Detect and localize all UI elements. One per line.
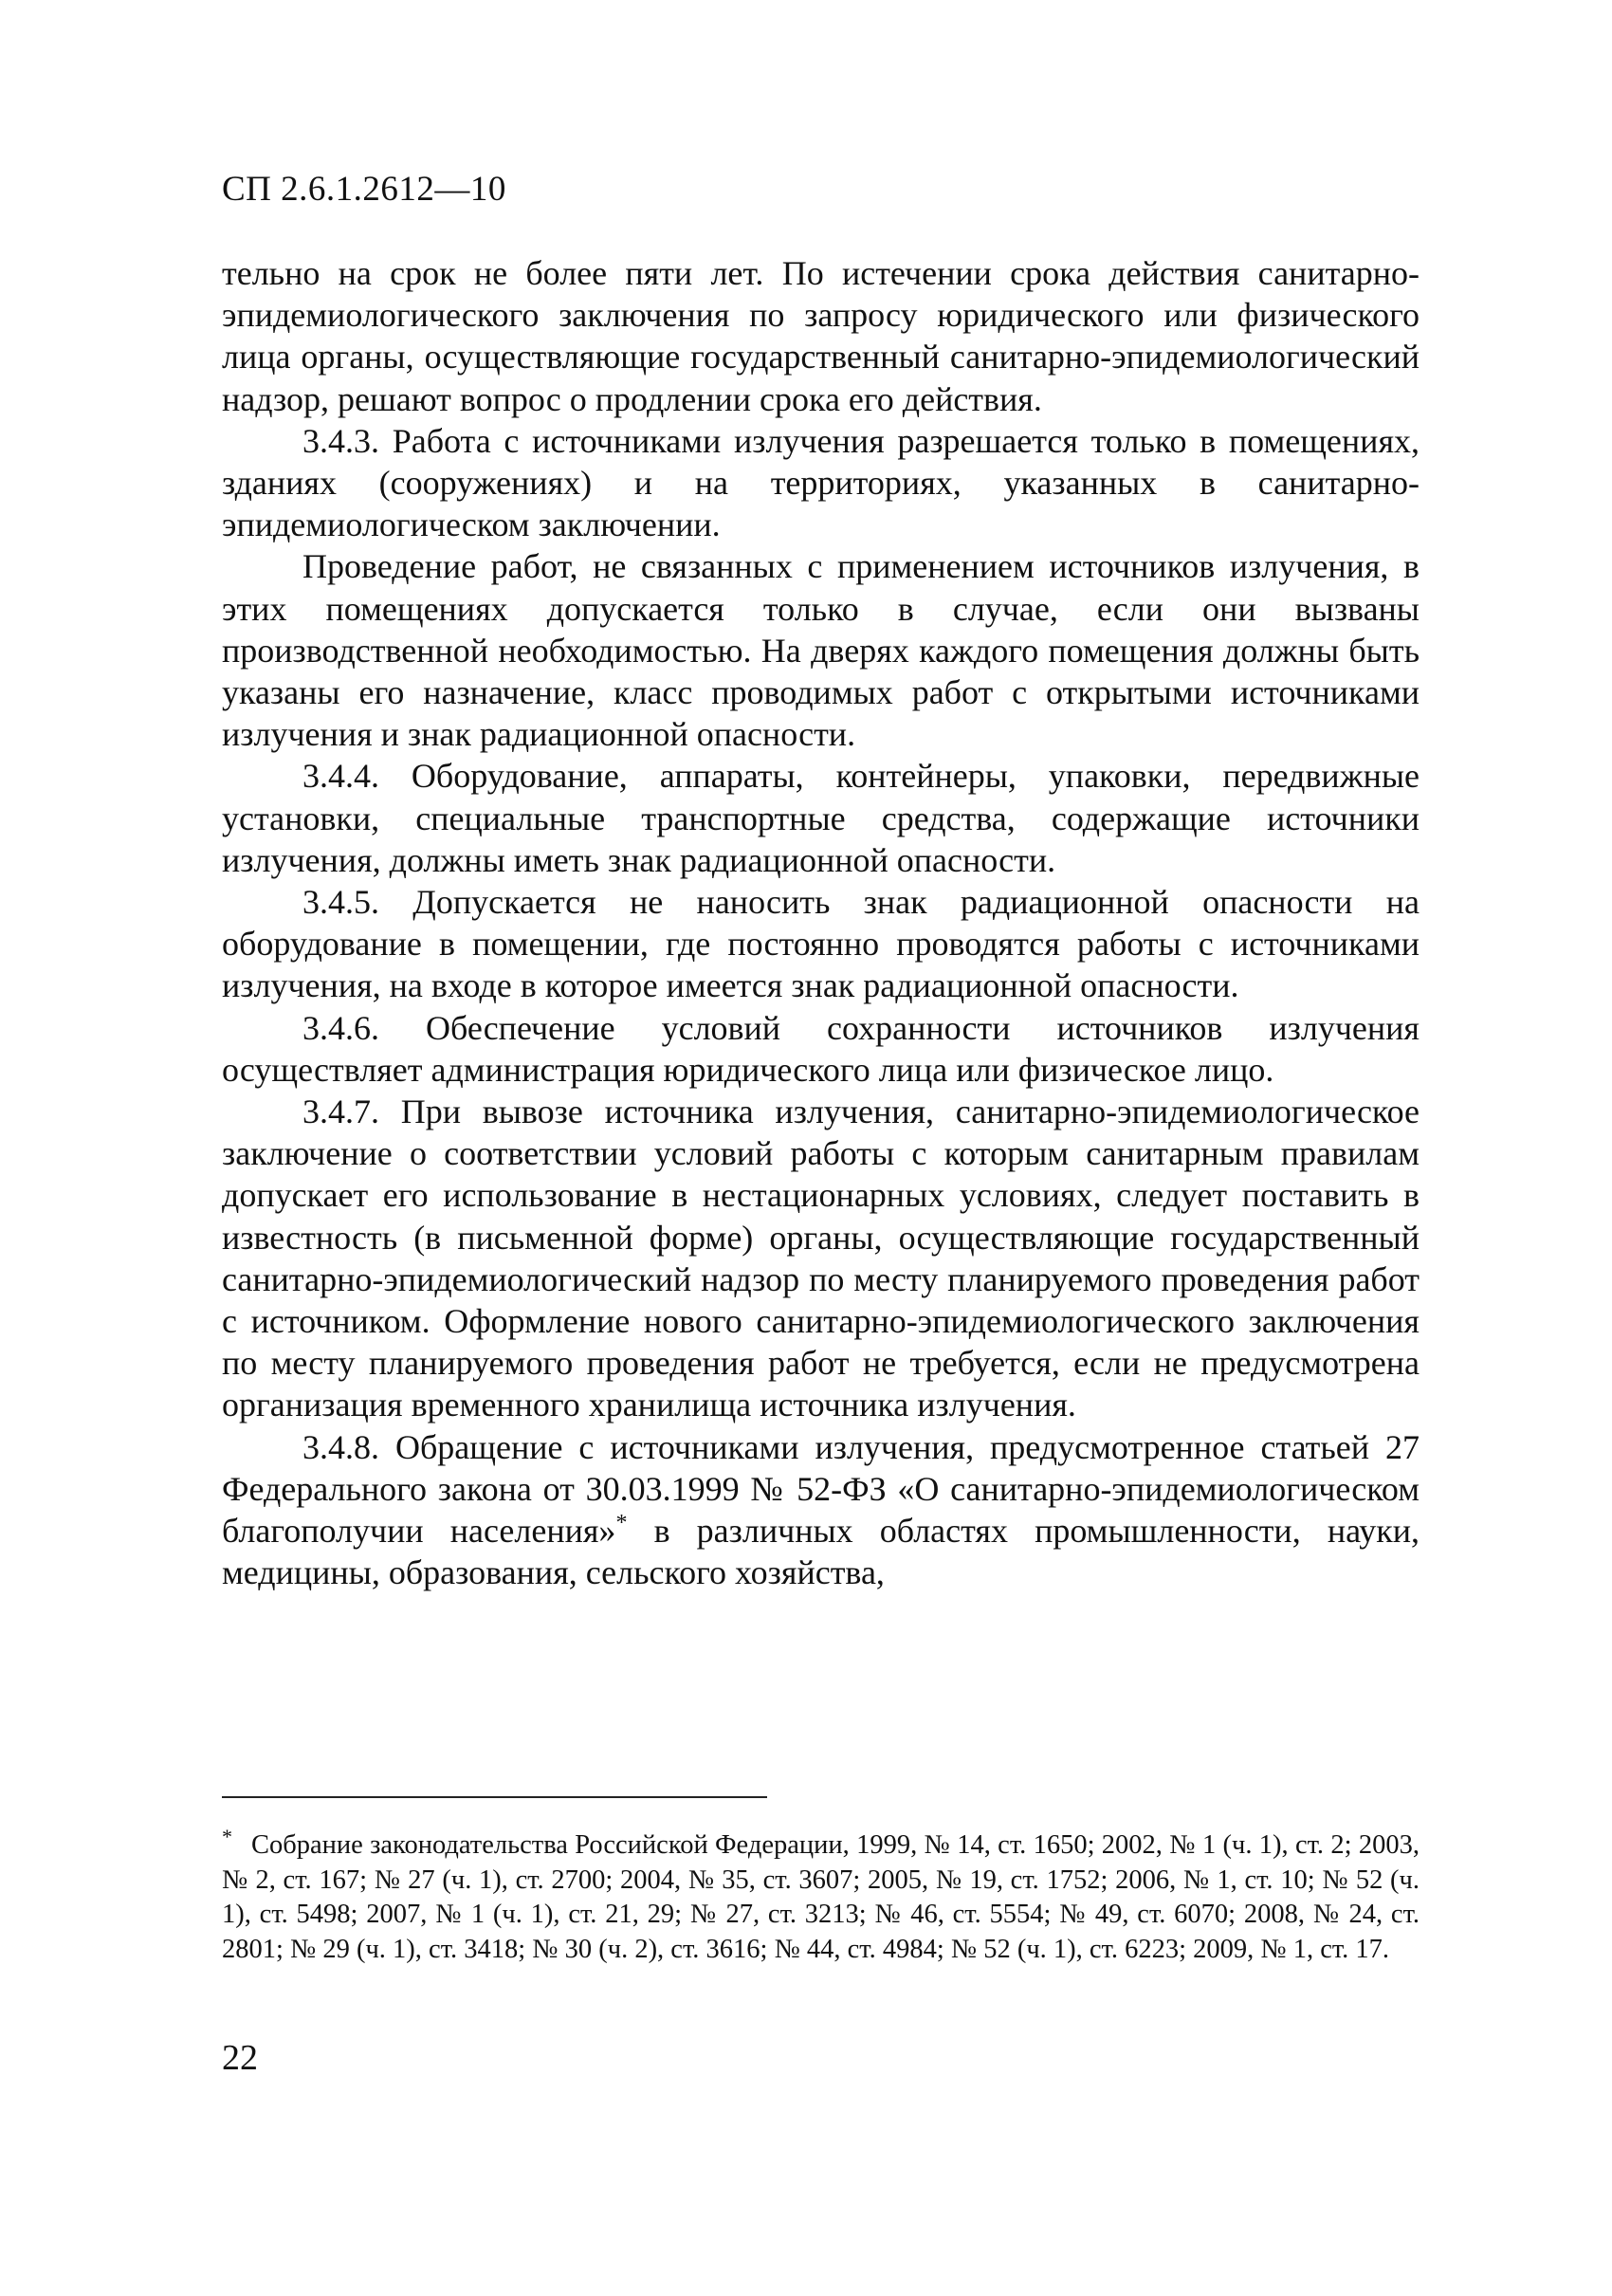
paragraph-3-4-8	[222, 1426, 1420, 1594]
paragraph-3-4-5: 3.4.5. Допускается не наносить знак радиационной опасности на оборудование в помещении, где постоянно проводятся работы с источниками излучения, на входе в которое имеется знак радиационной опасности.	[222, 883, 1420, 1005]
footnote	[222, 1824, 1420, 1967]
footnote-mark: *	[222, 1824, 232, 1848]
paragraph-3-4-8-after: в различных областях промышленности, науки, медицины, образования, сельского хозяйства,	[222, 1512, 1420, 1592]
paragraph-3-4-6: 3.4.6. Обеспечение условий сохранности источников излучения осуществляет администрация юридического лица или физическое лицо.	[222, 1008, 1420, 1089]
paragraph-3-4-3-cont: Проведение работ, не связанных с применением источников излучения, в этих помещениях допускается только в случае, если они вызваны производственной необходимостью. На дверях каждого помещения должны быть указаны его назначение, класс проводимых работ с открытыми источниками излучения и знак радиационной опасности.	[222, 547, 1420, 754]
footnote-divider	[222, 1796, 767, 1798]
paragraph-continuation: тельно на срок не более пяти лет. По истечении срока действия санитарно-эпидемиологического заключения по запросу юридического или физического лица органы, осуществляющие государственный санитарно-эпидемиологический надзор, решают вопрос о продлении срока его действия.	[222, 254, 1420, 418]
page-number: 22	[222, 2038, 258, 2078]
body-text	[222, 252, 1420, 1594]
footnote-reference-mark[interactable]: *	[615, 1511, 628, 1536]
footnote-text: Собрание законодательства Российской Федерации, 1999, № 14, ст. 1650; 2002, № 1 (ч. 1), ст. 2; 2003, № 2, ст. 167; № 27 (ч. 1), ст. 2700; 2004, № 35, ст. 3607; 2005, № 19, ст. 1752; 2006, № 1, ст. 10; № 52 (ч. 1), ст. 5498; 2007, № 1 (ч. 1), ст. 21, 29; № 27, ст. 3213; № 46, ст. 5554; № 49, ст. 6070; 2008, № 24, ст. 2801; № 29 (ч. 1), ст. 3418; № 30 (ч. 2), ст. 3616; № 44, ст. 4984; № 52 (ч. 1), ст. 6223; 2009, № 1, ст. 17.	[222, 1830, 1420, 1964]
page-header-doc-code: СП 2.6.1.2612—10	[222, 170, 506, 209]
paragraph-3-4-7: 3.4.7. При вывозе источника излучения, санитарно-эпидемиологическое заключение о соответствии условий работы с которым санитарным правилам допускает его использование в нестационарных условиях, следует поставить в известность (в письменной форме) органы, осуществляющие государственный санитарно-эпидемиологический надзор по месту планируемого проведения работ с источником. Оформление нового санитарно-эпидемиологического заключения по месту планируемого проведения работ не требуется, если не предусмотрена организация временного хранилища источника излучения.	[222, 1093, 1420, 1424]
paragraph-3-4-8-before: 3.4.8. Обращение с источниками излучения, предусмотренное статьей 27 Федерального закона от 30.03.1999 № 52-ФЗ «О санитарно-эпидемиологическом благополучии населения»	[222, 1427, 1420, 1551]
paragraph-3-4-3: 3.4.3. Работа с источниками излучения разрешается только в помещениях, зданиях (сооружениях) и на территориях, указанных в санитарно-эпидемиологическом заключении.	[222, 421, 1420, 544]
paragraph-3-4-4: 3.4.4. Оборудование, аппараты, контейнеры, упаковки, передвижные установки, специальные транспортные средства, содержащие источники излучения, должны иметь знак радиационной опасности.	[222, 757, 1420, 879]
